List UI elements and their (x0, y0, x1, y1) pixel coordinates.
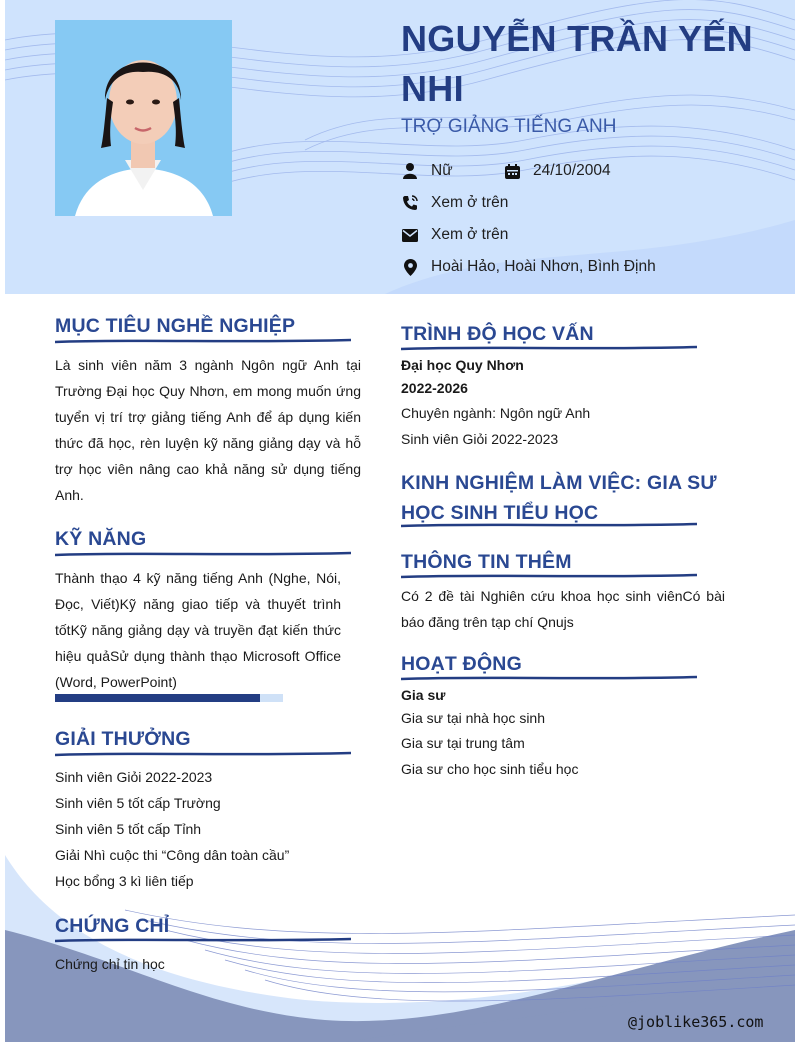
education-school: Đại học Quy Nhơn (401, 357, 524, 373)
award-item: Sinh viên Giỏi 2022-2023 (55, 769, 213, 785)
education-title: TRÌNH ĐỘ HỌC VẤN (401, 323, 594, 345)
activities-underline (401, 673, 697, 683)
skills-title: KỸ NĂNG (55, 528, 147, 550)
education-period: 2022-2026 (401, 380, 468, 396)
address-value: Hoài Hảo, Hoài Nhơn, Bình Định (431, 258, 656, 275)
header-banner (5, 0, 795, 294)
email-row (401, 226, 508, 244)
certificate-item: Chứng chỉ tin học (55, 956, 165, 972)
award-item: Học bổng 3 kì liên tiếp (55, 873, 194, 889)
envelope-icon (401, 226, 419, 244)
dob-row (503, 162, 611, 180)
profile-photo (55, 20, 232, 216)
dob-value: 24/10/2004 (533, 162, 611, 179)
candidate-role: TRỢ GIẢNG TIẾNG ANH (401, 116, 617, 137)
award-item: Sinh viên 5 tốt cấp Trường (55, 795, 221, 811)
activity-item: Gia sư tại nhà học sinh (401, 710, 546, 726)
address-row (401, 258, 656, 276)
phone-value: Xem ở trên (431, 194, 509, 211)
skills-underline (55, 549, 351, 559)
gender-row (401, 162, 453, 180)
education-underline (401, 343, 697, 353)
person-icon (401, 162, 419, 180)
certificates-title: CHỨNG CHỈ (55, 915, 170, 937)
certificates-underline (55, 935, 351, 945)
watermark-text: @joblike365.com (628, 1013, 764, 1031)
extra-text: Có 2 đề tài Nghiên cứu khoa học sinh viênCó bài báo đăng trên tạp chí Qnujs (401, 588, 725, 630)
activities-heading: Gia sư (401, 687, 446, 703)
cv-page (5, 0, 795, 1042)
activity-item: Gia sư cho học sinh tiểu học (401, 761, 579, 777)
objective-title: MỤC TIÊU NGHỀ NGHIỆP (55, 315, 296, 337)
award-item: Giải Nhì cuộc thi “Công dân toàn cầu” (55, 847, 290, 863)
education-major: Chuyên ngành: Ngôn ngữ Anh (401, 405, 591, 421)
skills-text: Thành thạo 4 kỹ năng tiếng Anh (Nghe, Nói, Đọc, Viết)Kỹ năng giao tiếp và thuyết trình tốtKỹ năng giảng dạy và truyền đạt kiến thức hiệu quảSử dụng thành thạo Microsoft Office (Word, PowerPoint) (55, 570, 341, 690)
extra-title: THÔNG TIN THÊM (401, 551, 572, 573)
objective-text: Là sinh viên năm 3 ngành Ngôn ngữ Anh tại Trường Đại học Quy Nhơn, em mong muốn ứng tuyển vị trí trợ giảng tiếng Anh để áp dụng kiến thức đã học, rèn luyện kỹ năng giảng dạy và hỗ trợ học viên nâng cao khả năng sử dụng tiếng Anh. (55, 357, 361, 503)
activities-title: HOẠT ĐỘNG (401, 653, 522, 675)
skill-level-fill (55, 694, 260, 702)
map-pin-icon (401, 258, 419, 276)
candidate-name: NGUYỄN TRẦN YẾN NHI (401, 18, 753, 109)
awards-underline (55, 749, 351, 759)
gender-value: Nữ (431, 162, 453, 179)
awards-title: GIẢI THƯỞNG (55, 728, 191, 750)
activity-item: Gia sư tại trung tâm (401, 735, 525, 751)
experience-title: KINH NGHIỆM LÀM VIỆC: GIA SƯ HỌC SINH TIỂU HỌC (401, 472, 717, 524)
phone-row (401, 194, 508, 212)
award-item: Sinh viên 5 tốt cấp Tỉnh (55, 821, 202, 837)
calendar-icon (503, 162, 521, 180)
education-note: Sinh viên Giỏi 2022-2023 (401, 431, 559, 447)
experience-underline (401, 520, 697, 530)
objective-underline (55, 336, 351, 346)
email-value: Xem ở trên (431, 226, 509, 243)
extra-underline (401, 571, 697, 581)
phone-icon (401, 194, 419, 212)
